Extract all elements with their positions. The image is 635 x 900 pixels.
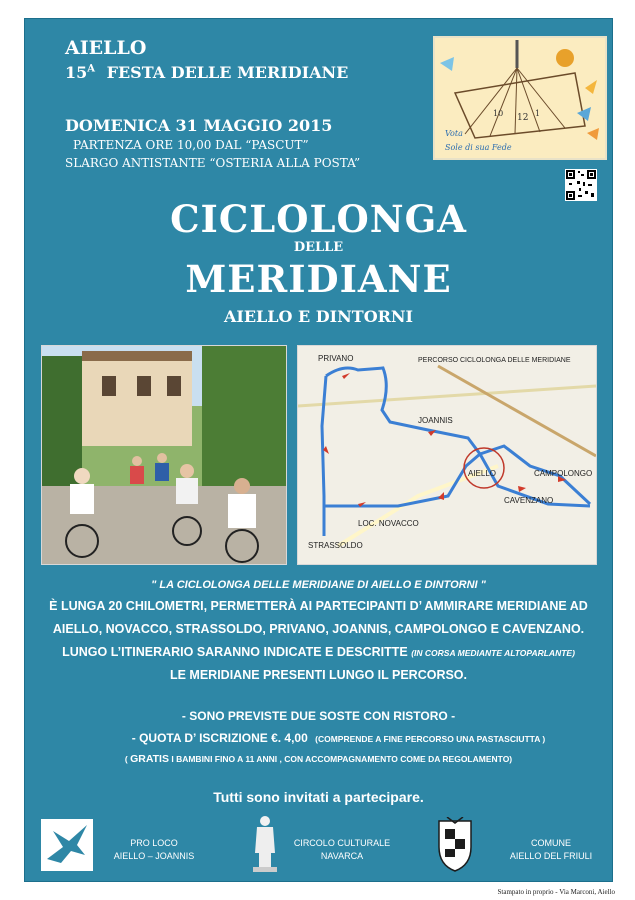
map-label-privano: PRIVANO bbox=[318, 354, 354, 363]
sundial-image bbox=[433, 36, 607, 160]
eagle-icon bbox=[41, 819, 93, 871]
printed-note: Stampato in proprio - Via Marconi, Aiello bbox=[497, 888, 615, 896]
quota-note: (COMPRENDE A FINE PERCORSO UNA PASTASCIUTTA ) bbox=[315, 734, 546, 744]
soste-line: - SONO PREVISTE DUE SOSTE CON RISTORO - bbox=[181, 709, 456, 723]
sundial-drawing bbox=[435, 38, 605, 158]
comune-label bbox=[501, 837, 601, 863]
poster bbox=[24, 18, 613, 882]
circolo-logo bbox=[247, 813, 283, 873]
route-map[interactable] bbox=[297, 345, 597, 565]
map-label-aiello: AIELLO bbox=[468, 469, 497, 478]
map-label-campolongo: CAMPOLONGO bbox=[534, 469, 593, 478]
map-label-strassoldo: STRASSOLDO bbox=[308, 541, 363, 550]
circolo-label-2: NAVARCA bbox=[320, 851, 364, 861]
comune-logo bbox=[433, 817, 477, 873]
title-delle: DELLE bbox=[293, 240, 344, 255]
edition-line bbox=[65, 63, 348, 82]
comune-label-2: AIELLO DEL FRIULI bbox=[509, 851, 593, 861]
gratis-line bbox=[25, 753, 612, 765]
gratis-rest: I BAMBINI FINO A 11 ANNI , CON ACCOMPAGNAMENTO COME DA REGOLAMENTO) bbox=[171, 754, 513, 764]
body-line-3-main: LUNGO L’ITINERARIO SARANNO INDICATE E DESCRITTE bbox=[62, 645, 408, 659]
edition-superscript: A bbox=[87, 63, 96, 75]
svg-text:1: 1 bbox=[535, 109, 541, 118]
svg-text:10: 10 bbox=[493, 109, 504, 118]
gratis-word: GRATIS bbox=[130, 753, 169, 765]
title-subtitle: AIELLO E DINTORNI bbox=[223, 307, 414, 326]
body-line-4: LE MERIDIANE PRESENTI LUNGO IL PERCORSO. bbox=[169, 668, 468, 682]
circolo-label bbox=[287, 837, 397, 863]
event-date: DOMENICA 31 MAGGIO 2015 bbox=[65, 116, 333, 135]
cyclists-photo bbox=[41, 345, 287, 565]
quote-line: " LA CICLOLONGA DELLE MERIDIANE DI AIELLO E DINTORNI " bbox=[151, 579, 486, 591]
map-title: PERCORSO CICLOLONGA DELLE MERIDIANE bbox=[418, 357, 571, 364]
coat-of-arms-icon bbox=[433, 817, 477, 873]
gratis-open-paren: ( bbox=[124, 754, 128, 764]
map-label-novacco: LOC. NOVACCO bbox=[358, 519, 419, 528]
statue-icon bbox=[247, 813, 283, 873]
comune-label-1: COMUNE bbox=[531, 838, 571, 848]
sundial-caption-2: Sole di sua Fede bbox=[445, 143, 512, 152]
map-label-joannis: JOANNIS bbox=[418, 416, 453, 425]
proloco-label bbox=[99, 837, 209, 863]
departure-place: SLARGO ANTISTANTE “OSTERIA ALLA POSTA” bbox=[65, 156, 361, 170]
svg-text:12: 12 bbox=[517, 113, 529, 123]
cyclists-drawing bbox=[42, 346, 286, 564]
quota-main: - QUOTA D’ ISCRIZIONE €. 4,00 bbox=[131, 731, 308, 745]
edition-number: 15 bbox=[65, 63, 88, 82]
festa-name: FESTA DELLE MERIDIANE bbox=[106, 63, 349, 82]
proloco-logo bbox=[41, 819, 93, 871]
body-line-3-note: (IN CORSA MEDIANTE ALTOPARLANTE) bbox=[411, 648, 575, 658]
invite-line: Tutti sono invitati a partecipare. bbox=[213, 789, 424, 805]
body-line-1: È LUNGA 20 CHILOMETRI, PERMETTERÀ AI PARTECIPANTI D’ AMMIRARE MERIDIANE AD bbox=[49, 599, 588, 613]
town-title: AIELLO bbox=[65, 37, 147, 59]
sundial-caption-1: Vota bbox=[445, 129, 463, 138]
title-ciclolonga: CICLOLONGA bbox=[170, 197, 467, 241]
body-line-3 bbox=[25, 645, 612, 659]
map-label-cavenzano: CAVENZANO bbox=[504, 496, 554, 505]
proloco-label-2: AIELLO – JOANNIS bbox=[113, 851, 195, 861]
quota-line bbox=[45, 731, 632, 745]
body-line-2: AIELLO, NOVACCO, STRASSOLDO, PRIVANO, JOANNIS, CAMPOLONGO E CAVENZANO. bbox=[52, 622, 585, 636]
title-meridiane: MERIDIANE bbox=[185, 257, 452, 301]
circolo-label-1: CIRCOLO CULTURALE bbox=[293, 838, 391, 848]
route-map-drawing bbox=[298, 346, 596, 564]
proloco-label-1: PRO LOCO bbox=[130, 838, 178, 848]
departure-info: PARTENZA ORE 10,00 DAL “PASCUT” bbox=[73, 138, 309, 152]
